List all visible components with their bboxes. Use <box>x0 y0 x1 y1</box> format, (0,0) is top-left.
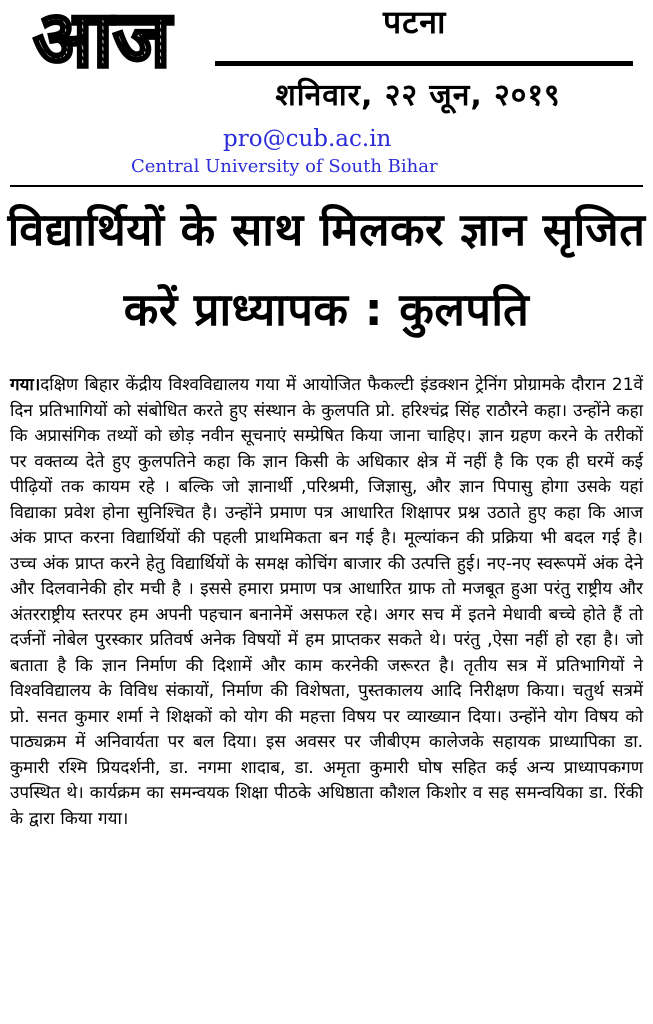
headline-rule <box>10 185 643 187</box>
logo-text: आज <box>33 2 171 76</box>
masthead-rule <box>215 61 633 66</box>
article-dateline: गया। <box>10 375 41 395</box>
source-email: pro@cub.ac.in <box>223 126 392 152</box>
article-headline: विद्यार्थियों के साथ मिलकर ज्ञान सृजित करें प्राध्यापक : कुलपति <box>7 203 646 336</box>
article-body <box>10 373 643 832</box>
edition-city: पटना <box>383 3 447 41</box>
source-university: Central University of South Bihar <box>131 156 438 177</box>
logo-graphic <box>8 2 204 76</box>
newspaper-logo <box>8 2 204 76</box>
article-text: दक्षिण बिहार केंद्रीय विश्वविद्यालय गया में आयोजित फैकल्टी इंडक्शन ट्रेनिंग प्रोग्रामके दौरान 21वें दिन प्रतिभागियों को संबोधित करते हुए संस्थान के कुलपति प्रो. हरिश्चंद्र सिंह राठौरने कहा। उन्होंने कहा कि अप्रासंगिक तथ्यों को छोड़ नवीन सूचनाएं सम्प्रेषित किया जाना चाहिए। ज्ञान ग्रहण करने के तरीकों पर वक्तव्य देते हुए कुलपतिने कहा कि ज्ञान किसी के अधिकार क्षेत्र में नहीं है कि एक ही घरमें कई पीढ़ियों तक कायम रहे । बल्कि जो ज्ञानार्थी ,परिश्रमी, जिज्ञासु, और ज्ञान पिपासु होगा उसके यहां विद्याका प्रवेश होना सुनिश्चित है। उन्होंने प्रमाण पत्र आधारित शिक्षापर प्रश्न उठाते हुए कहा कि आज अंक प्राप्त करना विद्यार्थियों की पहली प्राथमिकता बन गई है। मूल्यांकन की प्रक्रिया भी बदल गई है। उच्च अंक प्राप्त करने हेतु विद्यार्थियों के समक्ष कोचिंग बाजार की उत्पत्ति हुई। नए-नए स्वरूपमें अंक देने और दिलवानेकी होर मची है । इससे हमारा प्रमाण पत्र आधारित ग्राफ तो मजबूत हुआ परंतु राष्ट्रीय और अंतरराष्ट्रीय स्तरपर हम अपनी पहचान बनानेमें असफल रहे। अगर सच में इतने मेधावी बच्चे होते हैं तो दर्जनों नोबेल पुरस्कार प्रतिवर्ष अनेक विषयों में हम प्राप्तकर सकते थे। परंतु ,ऐसा नहीं हो रहा है। जो बताता है कि ज्ञान निर्माण की दिशामें और काम करनेकी जरूरत है। तृतीय सत्र में प्रतिभागियों ने विश्वविद्यालय के विविध संकायों, निर्माण की विशेषता, पुस्तकालय आदि निरीक्षण किया। चतुर्थ सत्रमें प्रो. सनत कुमार शर्मा ने शिक्षकों को योग की महत्ता विषय पर व्याख्यान दिया। उन्होंने योग विषय को पाठ्यक्रम में अनिवार्यता पर बल दिया। इस अवसर पर जीबीएम कालेजके सहायक प्राध्यापिका डा. कुमारी रश्मि प्रियदर्शनी, डा. नगमा शादाब, डा. अमृता कुमारी घोष सहित कई अन्य प्राध्यापकगण उपस्थित थे। कार्यक्रम का समन्वयक शिक्षा पीठके अधिष्ठाता कौशल किशोर व सह समन्वयिका डा. रिंकी के द्वारा किया गया। <box>10 375 643 829</box>
publication-date: शनिवार, २२ जून, २०१९ <box>275 78 561 113</box>
